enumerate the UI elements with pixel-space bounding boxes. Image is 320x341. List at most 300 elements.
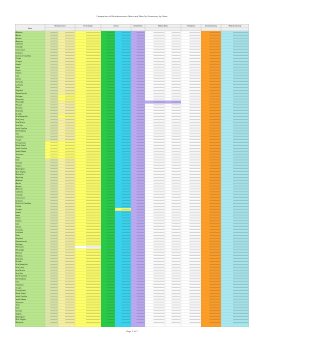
state-name-cell: Massachusetts [15, 241, 28, 243]
cell-value-mark [65, 116, 74, 117]
cell-value-mark [137, 58, 145, 59]
cell-value-mark [209, 284, 220, 285]
state-name-cell: Vermont [15, 163, 23, 165]
cell-value-mark [209, 189, 220, 190]
cell-value-mark [65, 52, 74, 53]
cell-value-mark [86, 281, 100, 282]
cell-value-mark [172, 55, 181, 56]
cell-value-mark [107, 180, 115, 181]
cell-value-mark [122, 186, 131, 187]
cell-value-mark [50, 212, 57, 213]
cell-value-mark [122, 310, 131, 311]
cell-value-mark [107, 232, 115, 233]
cell-value-mark [189, 183, 200, 184]
cell-value-mark [50, 128, 57, 129]
cell-value-mark [233, 273, 248, 274]
cell-value-mark [50, 96, 57, 97]
cell-value-mark [209, 221, 220, 222]
cell-value-mark [189, 276, 200, 277]
cell-value-mark [122, 139, 131, 140]
cell-value-mark [137, 134, 145, 135]
cell-value-mark [172, 67, 181, 68]
cell-value-mark [189, 186, 200, 187]
cell-value-mark [122, 270, 131, 271]
cell-value-mark [233, 238, 248, 239]
cell-value-mark [86, 194, 100, 195]
state-name-cell: Nebraska [15, 259, 23, 261]
cell-value-mark [209, 47, 220, 48]
cell-value-mark [153, 93, 164, 94]
cell-value-mark [137, 223, 145, 224]
cell-value-mark [50, 116, 57, 117]
cell-value-mark [50, 148, 57, 149]
cell-value-mark [172, 255, 181, 256]
cell-value-mark [153, 107, 164, 108]
state-name-cell: Tennessee [15, 154, 24, 156]
cell-value-mark [86, 197, 100, 198]
cell-value-mark [209, 270, 220, 271]
cell-value-mark [233, 305, 248, 306]
cell-value-mark [209, 134, 220, 135]
cell-value-mark [189, 203, 200, 204]
cell-value-mark [209, 206, 220, 207]
state-name-cell: Oklahoma [15, 137, 24, 139]
cell-value-mark [65, 244, 74, 245]
cell-value-mark [233, 105, 248, 106]
cell-value-mark [172, 238, 181, 239]
cell-value-mark [233, 247, 248, 248]
cell-value-mark [189, 290, 200, 291]
cell-value-mark [233, 145, 248, 146]
cell-value-mark [233, 87, 248, 88]
cell-value-mark [209, 229, 220, 230]
cell-value-mark [153, 247, 164, 248]
cell-value-mark [107, 209, 115, 210]
cell-value-mark [86, 131, 100, 132]
cell-value-mark [137, 203, 145, 204]
cell-value-mark [107, 107, 115, 108]
cell-value-mark [153, 252, 164, 253]
cell-value-mark [189, 189, 200, 190]
cell-value-mark [172, 203, 181, 204]
cell-value-mark [189, 284, 200, 285]
cell-value-mark [233, 151, 248, 152]
cell-value-mark [86, 177, 100, 178]
cell-value-mark [107, 296, 115, 297]
cell-value-mark [50, 218, 57, 219]
cell-value-mark [233, 61, 248, 62]
cell-value-mark [233, 223, 248, 224]
cell-value-mark [233, 110, 248, 111]
cell-value-mark [50, 93, 57, 94]
cell-value-mark [86, 305, 100, 306]
cell-value-mark [122, 99, 131, 100]
cell-value-mark [153, 244, 164, 245]
cell-value-mark [153, 105, 164, 106]
cell-value-mark [86, 58, 100, 59]
cell-value-mark [50, 44, 57, 45]
cell-value-mark [122, 151, 131, 152]
cell-value-mark [107, 148, 115, 149]
cell-value-mark [107, 110, 115, 111]
cell-value-mark [65, 165, 74, 166]
cell-value-mark [137, 93, 145, 94]
cell-value-mark [86, 168, 100, 169]
cell-value-mark [107, 189, 115, 190]
state-name-cell: Rhode Island [15, 294, 26, 296]
cell-value-mark [172, 252, 181, 253]
page-title: Comparison of Reimbursement Rates and Data Set Summary, by State [96, 16, 168, 18]
cell-value-mark [172, 313, 181, 314]
cell-value-mark [122, 55, 131, 56]
cell-value-mark [107, 186, 115, 187]
cell-value-mark [122, 180, 131, 181]
state-name-cell: Illinois [15, 70, 21, 72]
cell-value-mark [50, 232, 57, 233]
cell-value-mark [50, 244, 57, 245]
cell-value-mark [65, 136, 74, 137]
state-name-cell: Oregon [15, 288, 22, 290]
cell-value-mark [86, 70, 100, 71]
cell-value-mark [189, 96, 200, 97]
cell-value-mark [172, 84, 181, 85]
cell-value-mark [209, 180, 220, 181]
cell-value-mark [137, 218, 145, 219]
cell-value-mark [65, 287, 74, 288]
cell-value-mark [65, 47, 74, 48]
cell-value-mark [65, 105, 74, 106]
cell-value-mark [107, 203, 115, 204]
cell-value-mark [50, 177, 57, 178]
cell-value-mark [172, 218, 181, 219]
cell-value-mark [65, 64, 74, 65]
cell-value-mark [172, 134, 181, 135]
cell-value-mark [122, 70, 131, 71]
cell-value-mark [172, 93, 181, 94]
cell-value-mark [107, 244, 115, 245]
cell-value-mark [209, 250, 220, 251]
cell-value-mark [153, 221, 164, 222]
state-name-cell: Michigan [15, 244, 23, 246]
cell-value-mark [189, 212, 200, 213]
cell-value-mark [189, 296, 200, 297]
cell-value-mark [122, 136, 131, 137]
state-name-cell: Indiana [15, 73, 22, 75]
cell-value-mark [137, 154, 145, 155]
cell-value-mark [153, 310, 164, 311]
cell-value-mark [209, 61, 220, 62]
cell-value-mark [107, 157, 115, 158]
state-name-cell: Vermont [15, 311, 23, 313]
cell-value-mark [122, 183, 131, 184]
cell-value-mark [107, 52, 115, 53]
cell-value-mark [122, 247, 131, 248]
cell-value-mark [137, 183, 145, 184]
cell-value-mark [107, 73, 115, 74]
cell-value-mark [209, 70, 220, 71]
cell-value-mark [209, 212, 220, 213]
cell-value-mark [107, 119, 115, 120]
cell-value-mark [137, 35, 145, 36]
cell-value-mark [50, 139, 57, 140]
cell-value-mark [122, 218, 131, 219]
cell-value-mark [122, 148, 131, 149]
cell-value-mark [172, 177, 181, 178]
cell-value-mark [107, 49, 115, 50]
cell-value-mark [233, 279, 248, 280]
cell-value-mark [65, 293, 74, 294]
cell-value-mark [50, 168, 57, 169]
cell-value-mark [233, 264, 248, 265]
cell-value-mark [107, 299, 115, 300]
cell-value-mark [172, 110, 181, 111]
column-band [101, 31, 115, 327]
cell-value-mark [122, 177, 131, 178]
cell-value-mark [172, 76, 181, 77]
cell-value-mark [86, 229, 100, 230]
cell-value-mark [50, 160, 57, 161]
cell-value-mark [189, 177, 200, 178]
state-name-cell: Utah [15, 308, 20, 310]
cell-value-mark [233, 96, 248, 97]
cell-value-mark [65, 180, 74, 181]
state-name-cell: Georgia [15, 210, 22, 211]
cell-value-mark [86, 174, 100, 175]
cell-value-mark [209, 279, 220, 280]
cell-value-mark [209, 148, 220, 149]
cell-value-mark [172, 99, 181, 100]
state-name-cell: Alabama [15, 33, 23, 35]
state-name-cell: North Dakota [15, 131, 26, 133]
cell-value-mark [233, 35, 248, 36]
cell-value-mark [50, 223, 57, 224]
cell-value-mark [65, 215, 74, 216]
cell-value-mark [107, 290, 115, 291]
cell-value-mark [122, 308, 131, 309]
cell-value-mark [153, 84, 164, 85]
cell-value-mark [50, 174, 57, 175]
state-name-cell: Idaho [15, 67, 20, 69]
cell-value-mark [233, 200, 248, 201]
cell-value-mark [153, 223, 164, 224]
cell-value-mark [86, 218, 100, 219]
cell-value-mark [172, 215, 181, 216]
cell-value-mark [86, 32, 100, 33]
cell-value-mark [172, 119, 181, 120]
cell-value-mark [209, 32, 220, 33]
cell-value-mark [65, 67, 74, 68]
cell-value-mark [172, 70, 181, 71]
cell-value-mark [50, 186, 57, 187]
cell-value-mark [122, 209, 131, 210]
cell-value-mark [153, 226, 164, 227]
cell-value-mark [122, 41, 131, 42]
column-band [221, 31, 249, 327]
cell-value-mark [153, 73, 164, 74]
cell-value-mark [209, 281, 220, 282]
cell-value-mark [153, 284, 164, 285]
cell-value-mark [172, 116, 181, 117]
cell-value-mark [50, 226, 57, 227]
cell-value-mark [122, 122, 131, 123]
cell-value-mark [107, 61, 115, 62]
cell-value-mark [189, 209, 200, 210]
cell-value-mark [172, 299, 181, 300]
state-name-cell: Iowa [15, 76, 20, 78]
cell-value-mark [50, 110, 57, 111]
cell-value-mark [153, 61, 164, 62]
cell-value-mark [65, 154, 74, 155]
cell-value-mark [172, 244, 181, 245]
cell-value-mark [65, 281, 74, 282]
state-name-cell: North Carolina [15, 276, 27, 278]
cell-value-mark [153, 229, 164, 230]
cell-value-mark [233, 229, 248, 230]
cell-value-mark [233, 308, 248, 309]
cell-value-mark [86, 157, 100, 158]
cell-value-mark [189, 105, 200, 106]
cell-value-mark [233, 270, 248, 271]
cell-value-mark [122, 76, 131, 77]
state-name-cell: Iowa [15, 224, 20, 226]
cell-value-mark [137, 322, 145, 323]
cell-value-mark [122, 238, 131, 239]
cell-value-mark [172, 206, 181, 207]
cell-value-mark [107, 284, 115, 285]
cell-value-mark [153, 308, 164, 309]
cell-value-mark [233, 212, 248, 213]
state-name-cell: Virginia [15, 166, 22, 168]
cell-value-mark [107, 218, 115, 219]
cell-value-mark [86, 215, 100, 216]
cell-value-mark [153, 273, 164, 274]
cell-value-mark [86, 284, 100, 285]
cell-value-mark [65, 299, 74, 300]
cell-value-mark [189, 200, 200, 201]
cell-value-mark [172, 64, 181, 65]
cell-value-mark [233, 131, 248, 132]
cell-value-mark [65, 160, 74, 161]
cell-value-mark [122, 165, 131, 166]
cell-value-mark [233, 102, 248, 103]
cell-value-mark [50, 273, 57, 274]
cell-value-mark [50, 154, 57, 155]
cell-value-mark [65, 302, 74, 303]
cell-value-mark [209, 78, 220, 79]
state-name-cell: New Hampshire [15, 117, 28, 119]
cell-value-mark [189, 58, 200, 59]
cell-value-mark [189, 267, 200, 268]
cell-value-mark [189, 44, 200, 45]
cell-value-mark [209, 174, 220, 175]
cell-value-mark [122, 322, 131, 323]
cell-value-mark [122, 171, 131, 172]
state-name-cell: Nevada [15, 114, 22, 116]
cell-value-mark [86, 113, 100, 114]
cell-value-mark [86, 125, 100, 126]
cell-value-mark [50, 270, 57, 271]
cell-value-mark [189, 305, 200, 306]
cell-value-mark [107, 287, 115, 288]
cell-value-mark [86, 139, 100, 140]
cell-value-mark [107, 128, 115, 129]
cell-value-mark [86, 160, 100, 161]
cell-value-mark [172, 125, 181, 126]
cell-value-mark [172, 183, 181, 184]
cell-value-mark [189, 32, 200, 33]
cell-value-mark [189, 197, 200, 198]
state-name-cell: Nebraska [15, 111, 23, 113]
state-name-cell: Delaware [15, 201, 23, 203]
cell-value-mark [107, 319, 115, 320]
cell-value-mark [137, 125, 145, 126]
column-band [145, 31, 165, 327]
cell-value-mark [50, 87, 57, 88]
cell-value-mark [86, 264, 100, 265]
cell-value-mark [86, 287, 100, 288]
cell-value-mark [153, 139, 164, 140]
cell-value-mark [233, 73, 248, 74]
cell-value-mark [153, 293, 164, 294]
cell-value-mark [107, 160, 115, 161]
cell-value-mark [65, 107, 74, 108]
cell-value-mark [86, 73, 100, 74]
cell-value-mark [172, 197, 181, 198]
cell-value-mark [107, 293, 115, 294]
cell-value-mark [65, 290, 74, 291]
cell-value-mark [172, 264, 181, 265]
cell-value-mark [209, 163, 220, 164]
cell-value-mark [50, 180, 57, 181]
cell-value-mark [153, 250, 164, 251]
cell-value-mark [107, 183, 115, 184]
cell-value-mark [209, 84, 220, 85]
cell-value-mark [137, 99, 145, 100]
cell-value-mark [172, 261, 181, 262]
cell-value-mark [50, 32, 57, 33]
cell-value-mark [209, 113, 220, 114]
cell-value-mark [122, 261, 131, 262]
cell-value-mark [65, 131, 74, 132]
cell-value-mark [137, 267, 145, 268]
cell-value-mark [50, 78, 57, 79]
cell-value-mark [86, 276, 100, 277]
cell-value-mark [86, 49, 100, 50]
cell-value-mark [86, 296, 100, 297]
state-name-cell: Wisconsin [15, 175, 24, 177]
cell-value-mark [233, 276, 248, 277]
cell-value-mark [233, 160, 248, 161]
cell-value-mark [153, 180, 164, 181]
cell-value-mark [86, 81, 100, 82]
cell-value-mark [153, 99, 164, 100]
cell-value-mark [122, 284, 131, 285]
cell-value-mark [172, 229, 181, 230]
cell-value-mark [172, 293, 181, 294]
cell-value-mark [189, 52, 200, 53]
cell-value-mark [172, 212, 181, 213]
cell-value-mark [209, 171, 220, 172]
cell-value-mark [122, 67, 131, 68]
cell-value-mark [86, 192, 100, 193]
cell-value-mark [137, 255, 145, 256]
cell-value-mark [65, 316, 74, 317]
cell-value-mark [122, 163, 131, 164]
cell-value-mark [50, 209, 57, 210]
cell-value-mark [65, 139, 74, 140]
cell-value-mark [107, 267, 115, 268]
state-name-cell: District of Columbia [15, 56, 31, 58]
